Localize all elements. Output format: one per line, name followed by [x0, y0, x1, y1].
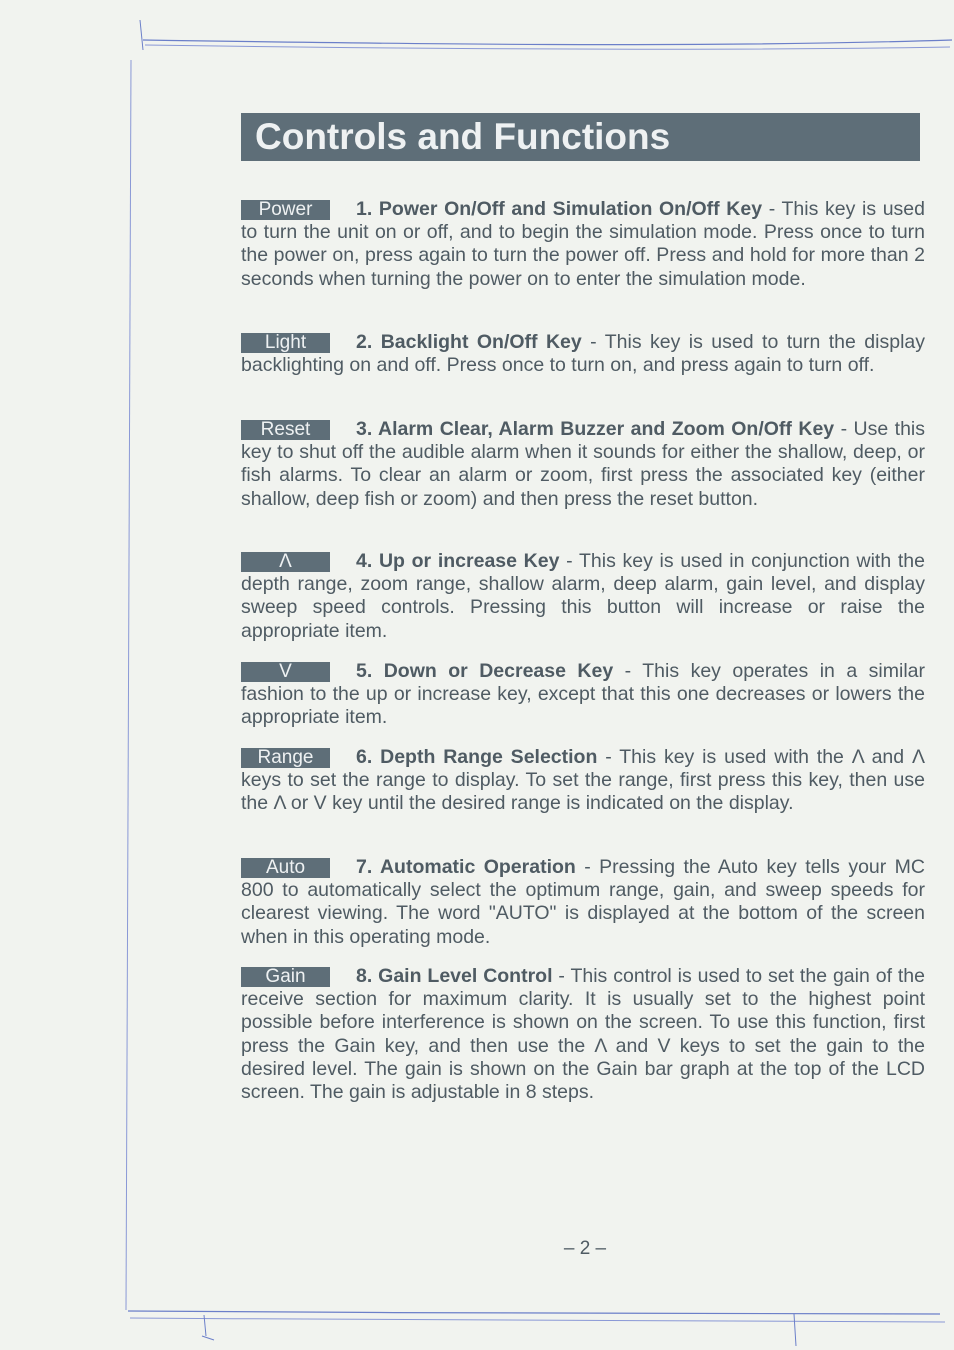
entry-heading: 8. Gain Level Control — [356, 965, 553, 987]
entry-heading: 2. Backlight On/Off Key — [356, 331, 582, 353]
entry-up — [241, 550, 925, 643]
entry-text: - This key is used to turn the display backlighting on and off. Press once to turn on, and press again to turn off. — [241, 331, 925, 377]
entry-text: - Use this key to shut off the audible alarm when it sounds for either the shallow, deep, or fish alarms. To clear an alarm or zoom, first press the associated key (either shallow, deep fish or zoom) and then press the reset button. — [241, 418, 925, 510]
title-banner — [241, 113, 920, 161]
entry-power — [241, 198, 925, 291]
reset-key-badge: Reset — [241, 420, 330, 440]
entry-heading: 6. Depth Range Selection — [356, 746, 598, 768]
entry-text: - Pressing the Auto key tells your MC 800 to automatically select the optimum range, gain, and sweep speeds for clearest viewing. The word "AUTO" is displayed at the bottom of the screen when in this operating mode. — [241, 856, 925, 948]
entry-text: - This key is used with the Λ and Λ keys to set the range to display. To set the range, first press this key, then use the Λ or V key until the desired range is indicated on the display. — [241, 746, 925, 815]
entry-text: - This key operates in a similar fashion to the up or increase key, except that this one decreases or lowers the appropriate item. — [241, 660, 925, 729]
down-key-badge: V — [241, 662, 330, 682]
entry-reset — [241, 418, 925, 511]
entry-auto — [241, 856, 925, 949]
range-key-badge: Range — [241, 748, 330, 768]
entry-text: - This key is used in conjunction with the depth range, zoom range, shallow alarm, deep alarm, gain level, and display sweep speed controls. Pressing this button will increase or raise the appropriate item. — [241, 550, 925, 642]
entry-text: - This key is used to turn the unit on or off, and to begin the simulation mode. Press once to turn the power on, press again to turn the power off. Press and hold for more than 2 seconds when turning the power on to enter the simulation mode. — [241, 198, 926, 290]
page-number: – 2 – — [563, 1238, 607, 1259]
page-title: Controls and Functions — [255, 116, 671, 157]
entry-heading: 1. Power On/Off and Simulation On/Off Key — [356, 198, 763, 220]
entry-light — [241, 331, 925, 377]
entry-down — [241, 660, 925, 730]
up-key-badge: Λ — [241, 552, 330, 572]
entry-heading: 3. Alarm Clear, Alarm Buzzer and Zoom On/Off Key — [356, 418, 835, 440]
entry-heading: 4. Up or increase Key — [356, 550, 560, 572]
entry-heading: 5. Down or Decrease Key — [356, 660, 614, 682]
entry-text: - This control is used to set the gain of the receive section for maximum clarity. It is usually set to the highest point possible before interference is shown on the screen. To use this function, first press the Gain key, and then use the Λ and V keys to set the gain to the desired level. The gain is shown on the Gain bar graph at the top of the LCD screen. The gain is adjustable in 8 steps. — [241, 965, 925, 1104]
gain-key-badge: Gain — [241, 967, 330, 987]
power-key-badge: Power — [241, 200, 330, 220]
entry-gain — [241, 965, 925, 1104]
entry-heading: 7. Automatic Operation — [356, 856, 576, 878]
entry-range — [241, 746, 925, 816]
auto-key-badge: Auto — [241, 858, 330, 878]
light-key-badge: Light — [241, 333, 330, 353]
